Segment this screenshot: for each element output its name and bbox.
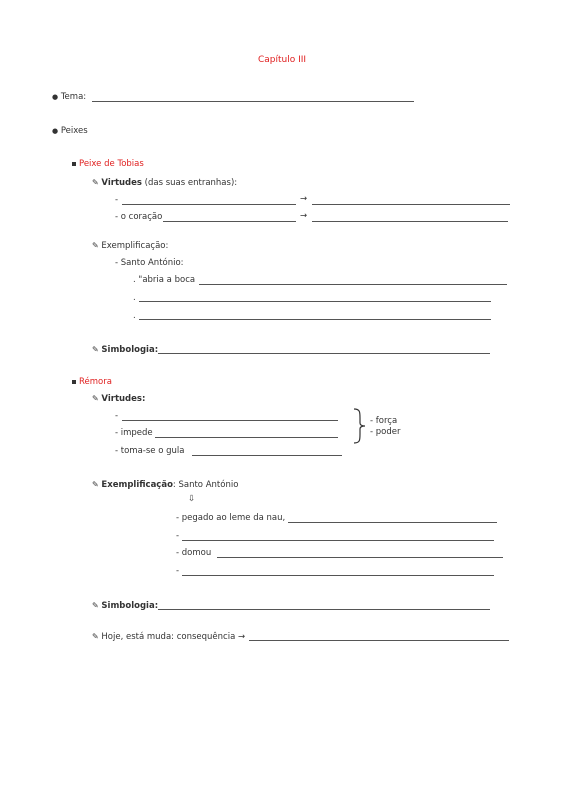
peixes-label: Peixes (60, 126, 88, 136)
pen-icon: ✎ (92, 601, 99, 610)
remora-pegado-blank (288, 522, 497, 523)
tobias-santo-antonio: - Santo António: (115, 258, 184, 268)
right-brace-icon (352, 408, 368, 444)
tobias-dash: - (115, 195, 119, 205)
remora-toma-gula: - toma-se o gula (115, 446, 185, 456)
square-bullet-icon (72, 162, 76, 166)
tobias-simbologia-row (92, 344, 158, 356)
tobias-coracao: - o coração (115, 212, 163, 222)
remora-simbologia-blank (158, 609, 490, 610)
remora-dash-3: - (176, 566, 180, 576)
tobias-virtude-blank-1 (122, 204, 296, 205)
peixe-tobias-heading-row (72, 159, 144, 170)
arrow-1: → (300, 194, 308, 204)
remora-gula-blank (192, 455, 342, 456)
tobias-exemplificacao-row (92, 240, 168, 252)
pen-icon: ✎ (92, 480, 99, 489)
tobias-virtudes-row (92, 177, 237, 189)
remora-hoje-blank (249, 640, 509, 641)
remora-virtude-blank-1 (122, 420, 338, 421)
remora-hoje-row (92, 631, 245, 643)
remora-domou-blank (217, 557, 503, 558)
tema-blank (92, 101, 414, 102)
remora-forca: - força (370, 416, 398, 426)
remora-line-blank-2 (182, 540, 494, 541)
tema-label: Tema: (60, 92, 87, 102)
peixes-row (52, 126, 88, 137)
circle-bullet-icon: ● (52, 93, 59, 101)
remora-virtudes-row (92, 393, 145, 405)
remora-poder: - poder (370, 427, 401, 437)
remora-line-blank-3 (182, 575, 494, 576)
pen-icon: ✎ (92, 632, 99, 641)
tobias-dot-1: . (133, 293, 136, 303)
remora-simbologia-label: Simbologia: (101, 601, 159, 611)
remora-dash-2: - (176, 531, 180, 541)
tobias-virtudes-label: Virtudes (101, 178, 142, 188)
remora-simbologia-row (92, 600, 158, 612)
tobias-simbologia-label: Simbologia: (101, 345, 159, 355)
arrow-2: → (300, 211, 308, 221)
remora-exemplificacao-row (92, 479, 238, 491)
pen-icon: ✎ (92, 394, 99, 403)
remora-pegado: - pegado ao leme da nau, (176, 513, 286, 523)
pen-icon: ✎ (92, 241, 99, 250)
page-title: Capítulo III (258, 55, 307, 65)
pen-icon: ✎ (92, 178, 99, 187)
remora-heading-row (72, 377, 112, 388)
remora-dash: - (115, 411, 119, 421)
tobias-coracao-blank (163, 221, 296, 222)
peixe-tobias-heading: Peixe de Tobias (79, 159, 144, 169)
tobias-dot-blank-1 (139, 301, 491, 302)
remora-virtudes-label: Virtudes: (101, 394, 146, 404)
down-arrow-icon: ⇩ (188, 494, 196, 504)
remora-exemplificacao-rest: : Santo António (172, 480, 239, 490)
tobias-simbologia-blank (158, 353, 490, 354)
tobias-result-blank-1 (312, 204, 510, 205)
tobias-dot-2: . (133, 311, 136, 321)
remora-exemplificacao-label: Exemplificação (101, 480, 173, 490)
remora-impede: - impede (115, 428, 153, 438)
tobias-abria-boca: . "abria a boca (133, 275, 196, 285)
tema-row (52, 92, 86, 103)
circle-bullet-icon: ● (52, 127, 59, 135)
tobias-abria-blank (199, 284, 507, 285)
square-bullet-icon (72, 380, 76, 384)
tobias-dot-blank-2 (139, 319, 491, 320)
tobias-coracao-result-blank (312, 221, 508, 222)
remora-domou: - domou (176, 548, 212, 558)
remora-hoje: Hoje, está muda: consequência → (101, 632, 246, 642)
tobias-virtudes-note: (das suas entranhas): (144, 178, 238, 188)
pen-icon: ✎ (92, 345, 99, 354)
remora-impede-blank (155, 437, 338, 438)
remora-heading: Rémora (79, 377, 112, 387)
tobias-exemplificacao-label: Exemplificação: (101, 241, 169, 251)
